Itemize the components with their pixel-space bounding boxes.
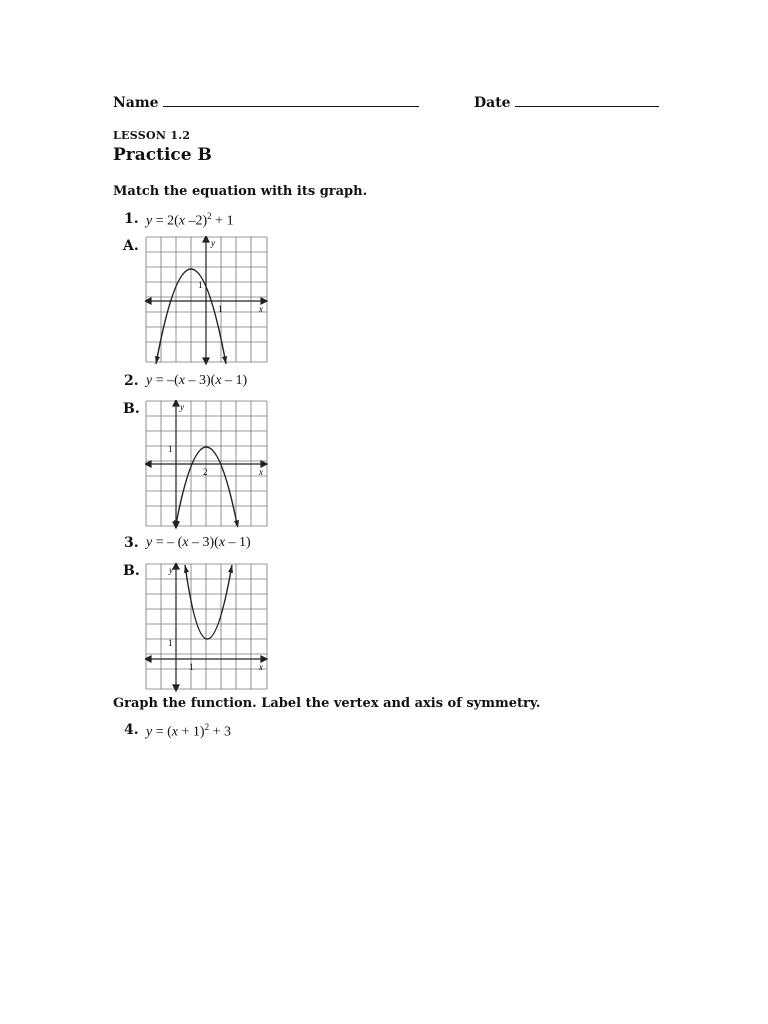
graph-b-x-tick-label: 2 xyxy=(203,467,208,477)
graph-c-parabola xyxy=(185,565,232,639)
graph-b xyxy=(145,400,270,530)
graph-a-y-tick-label: 1 xyxy=(198,280,203,290)
date-field xyxy=(474,94,659,111)
graph-b-x-axis-label: x xyxy=(259,467,263,477)
problem-2-equation: y = –(x – 3)(x – 1) xyxy=(146,373,248,388)
graph-c-grid xyxy=(146,564,267,689)
section2-instruction: Graph the function. Label the vertex and axis of symmetry. xyxy=(113,696,541,711)
problem-3-number: 3. xyxy=(124,535,139,551)
graph-a-axes xyxy=(145,236,267,364)
problem-1-equation: y = 2(x –2)$^2$ + 1 xyxy=(146,211,234,229)
graph-c-x-tick-label: 1 xyxy=(189,662,194,672)
problem-3-equation: y = – (x – 3)(x – 1) xyxy=(146,535,251,550)
date-input-line[interactable] xyxy=(515,94,659,107)
graph-b-arrow-right xyxy=(234,520,239,528)
graph-a-y-axis-label: y xyxy=(211,238,215,248)
date-label: Date xyxy=(474,95,511,111)
page-title: Practice B xyxy=(113,145,212,165)
graph-b-y-tick-label: 1 xyxy=(168,444,173,454)
name-label: Name xyxy=(113,95,159,111)
name-field xyxy=(113,94,419,111)
graph-b-parabola xyxy=(176,447,237,524)
graph-c-y-tick-label: 1 xyxy=(168,638,173,648)
graph-c-x-axis-label: x xyxy=(259,662,263,672)
lesson-label: LESSON 1.2 xyxy=(113,129,191,142)
name-input-line[interactable] xyxy=(163,94,419,107)
graph-a-x-axis-label: x xyxy=(259,304,263,314)
problem-1-number: 1. xyxy=(124,211,139,227)
problem-3-answer: B. xyxy=(123,563,140,579)
section1-instruction: Match the equation with its graph. xyxy=(113,184,368,199)
graph-b-y-axis-label: y xyxy=(180,402,184,412)
problem-1-answer: A. xyxy=(123,238,139,254)
graph-a xyxy=(145,236,270,366)
problem-2-number: 2. xyxy=(124,373,139,389)
problem-2-answer: B. xyxy=(123,401,140,417)
graph-c xyxy=(145,563,270,693)
graph-a-x-tick-label: 1 xyxy=(218,304,223,314)
problem-4-number: 4. xyxy=(124,722,139,738)
graph-c-y-axis-label: y xyxy=(169,565,173,575)
problem-4-equation: $y = (x + 1)^2 + 3$ xyxy=(146,722,231,740)
